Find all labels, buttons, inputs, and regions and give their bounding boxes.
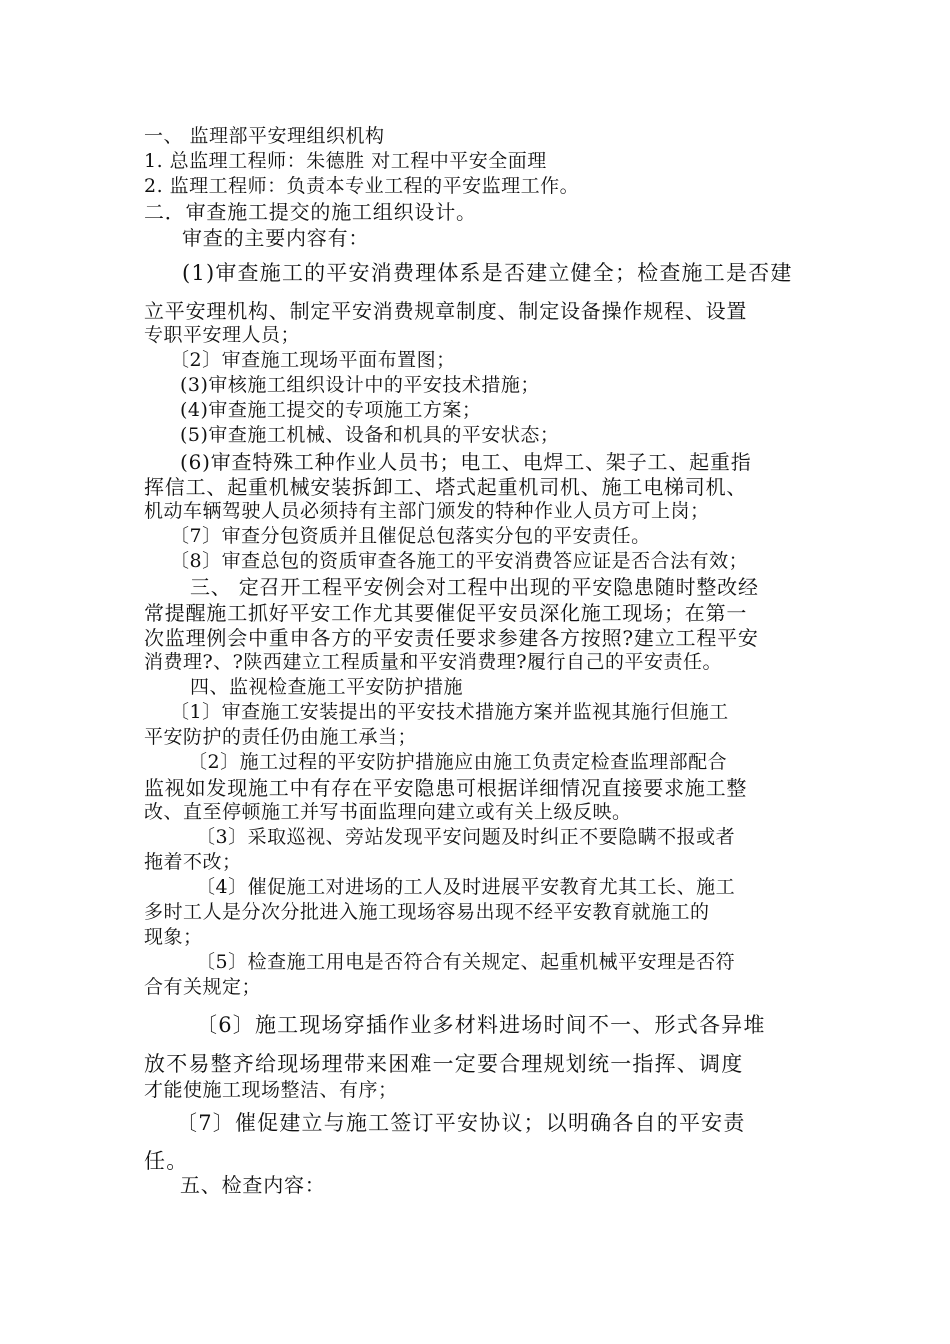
list-item: 〔1〕审查施工安装提出的平安技术措施方案并监视其施行但施工 — [170, 701, 729, 723]
paragraph-line: 放不易整齐给现场理带来困难一定要合理规划统一指挥、调度 — [144, 1052, 744, 1076]
list-item: 〔2〕施工过程的平安防护措施应由施工负责定检查监理部配合 — [188, 751, 728, 773]
section-heading-2: 二．审查施工提交的施工组织设计。 — [144, 200, 477, 224]
list-item: (5)审查施工机械、设备和机具的平安状态； — [180, 424, 560, 446]
paragraph-line: 2. 监理工程师：负责本专业工程的平安监理工作。 — [144, 175, 580, 197]
paragraph-line: 挥信工、起重机械安装拆卸工、塔式起重机司机、施工电梯司机、 — [144, 475, 748, 499]
list-item: 〔5〕检查施工用电是否符合有关规定、起重机械平安理是否符 — [196, 951, 736, 973]
section-heading-3: 三、 定召开工程平安例会对工程中出现的平安隐患随时整改经 — [190, 575, 759, 599]
paragraph-line: 改、直至停顿施工并写书面监理向建立或有关上级反映。 — [144, 801, 632, 823]
list-item: 〔8〕审查总包的资质审查各施工的平安消费答应证是否合法有效； — [170, 550, 749, 572]
list-item: (4)审查施工提交的专项施工方案； — [180, 399, 482, 421]
paragraph-line: 任。 — [144, 1149, 189, 1173]
paragraph-line: 专职平安理人员； — [144, 324, 301, 346]
list-item: 〔7〕催促建立与施工签订平安协议；以明确各自的平安责 — [176, 1111, 746, 1135]
paragraph-line: 次监理例会中重申各方的平安责任要求参建各方按照?建立工程平安 — [144, 626, 759, 650]
paragraph-line: 才能使施工现场整洁、有序； — [144, 1079, 398, 1101]
paragraph-line: 现象； — [144, 926, 203, 948]
list-item: (3)审核施工组织设计中的平安技术措施； — [180, 374, 540, 396]
paragraph-line: 平安防护的责任仍由施工承当； — [144, 726, 418, 748]
paragraph-line: 监视如发现施工中有存在平安隐患可根据详细情况直接要求施工整 — [144, 776, 748, 800]
section-heading-4: 四、监视检查施工平安防护措施 — [190, 676, 464, 698]
section-heading-1: 一、 监理部平安理组织机构 — [144, 125, 385, 147]
list-item: 〔6〕施工现场穿插作业多材料进场时间不一、形式各异堆 — [196, 1013, 766, 1037]
paragraph-line: 1. 总监理工程师：朱德胜 对工程中平安全面理 — [144, 150, 547, 172]
list-item: 〔7〕审查分包资质并且催促总包落实分包的平安责任。 — [170, 525, 651, 547]
paragraph-line: 立平安理机构、制定平安消费规章制度、制定设备操作规程、设置 — [144, 299, 748, 323]
paragraph-line: 常提醒施工抓好平安工作尤其要催促平安员深化施工现场；在第一 — [144, 601, 748, 625]
paragraph-line: 多时工人是分次分批进入施工现场容易出现不经平安教育就施工的 — [144, 901, 710, 923]
paragraph-line: 机动车辆驾驶人员必须持有主部门颁发的特种作业人员方可上岗； — [144, 500, 710, 522]
paragraph-line: 拖着不改； — [144, 851, 242, 873]
list-item: 〔3〕采取巡视、旁站发现平安问题及时纠正不要隐瞒不报或者 — [196, 826, 736, 848]
section-heading-5: 五、检查内容： — [180, 1173, 326, 1197]
paragraph-line: 审查的主要内容有： — [182, 226, 370, 250]
list-item: 〔4〕催促施工对进场的工人及时进展平安教育尤其工长、施工 — [196, 876, 736, 898]
paragraph-line: 消费理?、?陕西建立工程质量和平安消费理?履行自己的平安责任。 — [144, 651, 723, 673]
paragraph-line: 合有关规定； — [144, 976, 262, 998]
list-item: (6)审查特殊工种作业人员书；电工、电焊工、架子工、起重指 — [180, 450, 752, 474]
paragraph-line: (1)审查施工的平安消费理体系是否建立健全；检查施工是否建 — [182, 261, 793, 285]
list-item: 〔2〕审查施工现场平面布置图； — [170, 349, 456, 371]
